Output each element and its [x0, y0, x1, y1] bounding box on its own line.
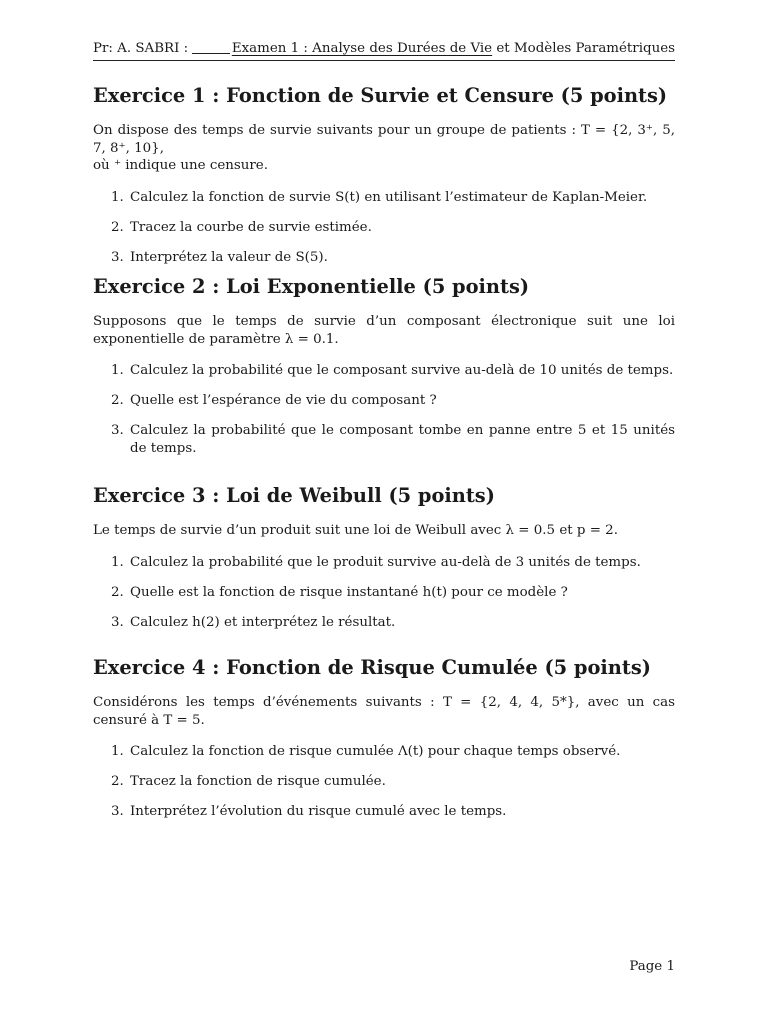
- page-number: Page 1: [629, 959, 675, 974]
- question-item: 2. Quelle est l’espérance de vie du composant ?: [111, 393, 437, 408]
- question-text: Calculez la fonction de risque cumulée Λ(t) pour chaque temps observé.: [130, 744, 621, 759]
- question-text: Calculez la probabilité que le produit survive au-delà de 3 unités de temps.: [130, 554, 641, 570]
- question-text: Interprétez la valeur de S(5).: [130, 249, 328, 265]
- exercise-1-intro-text: On dispose des temps de survie suivants pour un groupe de patients :: [93, 123, 581, 138]
- question-text: Interprétez l’évolution du risque cumulé avec le temps.: [130, 804, 507, 819]
- question-item: 1. Calculez la probabilité que le produit survive au-delà de 3 unités de temps.: [111, 554, 641, 570]
- question-item: 2. Tracez la fonction de risque cumulée.: [111, 774, 386, 789]
- exercise-1-intro-math: T = {2, 3⁺, 5, 7, 8⁺, 10},: [93, 123, 675, 156]
- exercise-1-questions: [93, 189, 675, 267]
- exercise-2: [93, 275, 675, 470]
- header-author: Pr: A. SABRI :: [93, 41, 189, 56]
- header-blank-line: [192, 40, 230, 54]
- header-title-underlined: Examen 1 : Analyse des Durées de Vie: [231, 41, 493, 56]
- exercise-1: [93, 84, 675, 279]
- question-item: 3. Interprétez la valeur de S(5).: [111, 249, 328, 265]
- question-text: Tracez la fonction de risque cumulée.: [130, 774, 386, 789]
- exercise-3-questions: [93, 554, 675, 632]
- question-text: Calculez la fonction de survie S(t) en utilisant l’estimateur de Kaplan-Meier.: [130, 189, 648, 205]
- question-item: 1. Calculez la fonction de survie S(t) en utilisant l’estimateur de Kaplan-Meier.: [111, 189, 648, 205]
- exercise-3: [93, 484, 675, 644]
- exercise-4-questions: [93, 743, 675, 821]
- question-text: Calculez la probabilité que le composant survive au-delà de 10 unités de temps.: [130, 363, 674, 378]
- question-text: Quelle est la fonction de risque instantané h(t) pour ce modèle ?: [130, 584, 568, 600]
- question-item: 1. Calculez la fonction de risque cumulée Λ(t) pour chaque temps observé.: [111, 744, 621, 759]
- exercise-2-intro: Supposons que le temps de survie d’un composant électronique suit une loi exponentielle de paramètre λ = 0.1.: [93, 314, 675, 347]
- question-text: Quelle est l’espérance de vie du composant ?: [130, 393, 437, 408]
- header-title-rest: et Modèles Paramétriques: [492, 41, 675, 56]
- exercise-4-intro: Considérons les temps d’événements suivants : T = {2, 4, 4, 5*}, avec un cas censuré à T = 5.: [93, 695, 675, 728]
- question-text: Calculez h(2) et interprétez le résultat.: [130, 614, 396, 630]
- question-text: Tracez la courbe de survie estimée.: [130, 219, 372, 235]
- question-item: 2. Tracez la courbe de survie estimée.: [111, 219, 372, 235]
- exercise-1-intro-note: où ⁺ indique une censure.: [93, 158, 268, 173]
- exercise-1-title: Exercice 1 : Fonction de Survie et Censure (5 points): [93, 84, 668, 107]
- exercise-4: [93, 656, 675, 833]
- question-item: 1. Calculez la probabilité que le composant survive au-delà de 10 unités de temps.: [111, 363, 674, 378]
- exercise-2-title: Exercice 2 : Loi Exponentielle (5 points): [93, 275, 530, 298]
- exercise-4-title: Exercice 4 : Fonction de Risque Cumulée (5 points): [93, 656, 651, 679]
- page-header: [93, 40, 675, 61]
- exercise-2-questions: [93, 362, 675, 457]
- exercise-3-title: Exercice 3 : Loi de Weibull (5 points): [93, 484, 495, 507]
- question-text: Calculez la probabilité que le composant tombe en panne entre 5 et 15 unités de temps.: [130, 423, 675, 456]
- question-item: 3. Interprétez l’évolution du risque cumulé avec le temps.: [111, 804, 507, 819]
- header-title: [192, 40, 675, 58]
- exercise-3-intro: Le temps de survie d’un produit suit une loi de Weibull avec λ = 0.5 et p = 2.: [93, 523, 618, 538]
- exercise-1-intro: [93, 122, 675, 175]
- question-item: 2. Quelle est la fonction de risque instantané h(t) pour ce modèle ?: [111, 584, 568, 600]
- question-item: 3. Calculez la probabilité que le composant tombe en panne entre 5 et 15 unités de temps.: [111, 423, 675, 456]
- question-item: 3. Calculez h(2) et interprétez le résultat.: [111, 614, 396, 630]
